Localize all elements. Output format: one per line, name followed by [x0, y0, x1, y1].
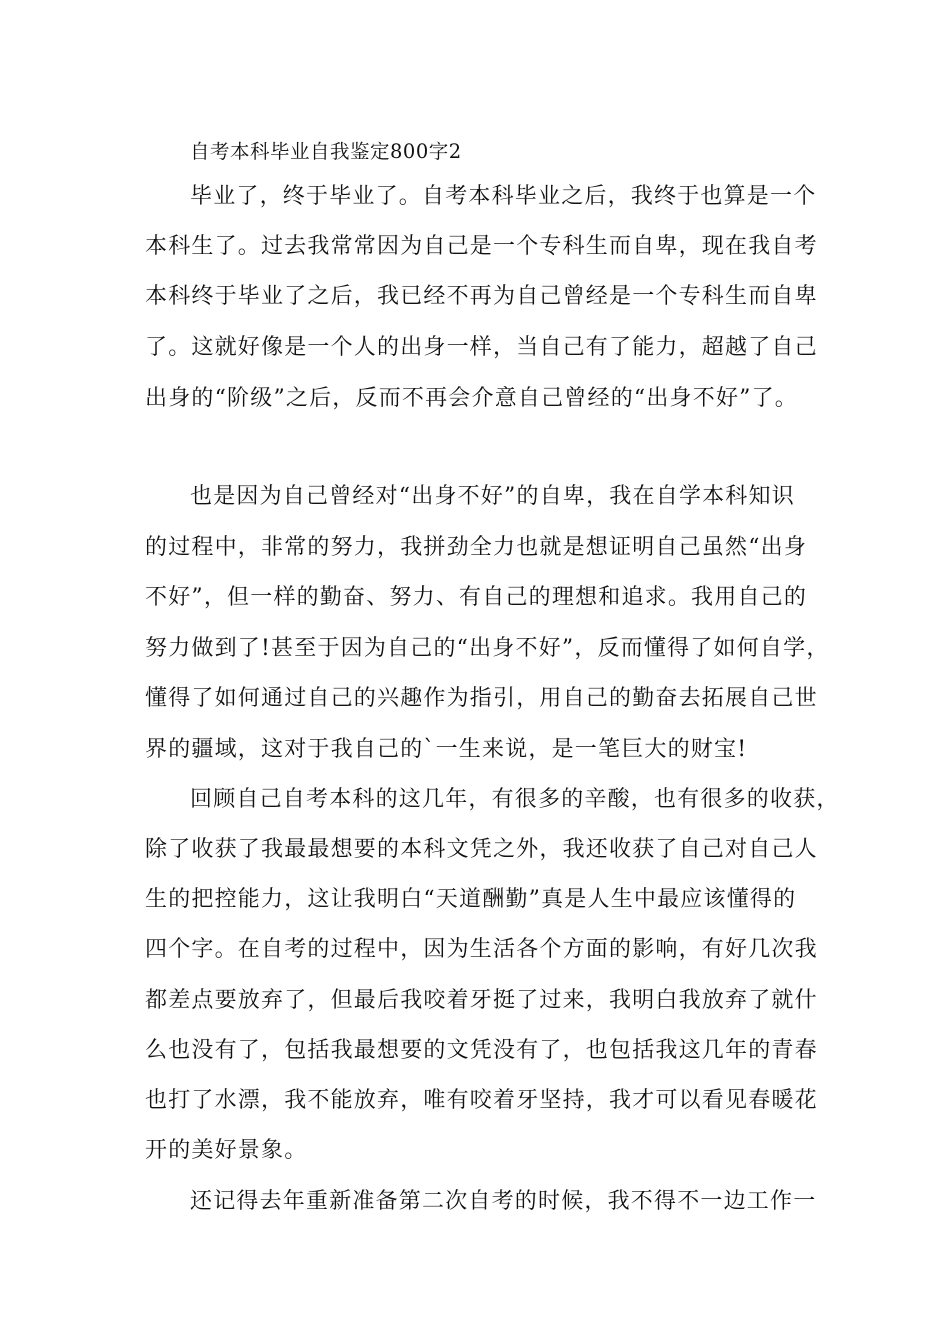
paragraph-line: 除了收获了我最最想要的本科文凭之外，我还收获了自己对自己人 — [145, 837, 818, 862]
paragraph-line: 四个字。在自考的过程中，因为生活各个方面的影响，有好几次我 — [145, 937, 818, 962]
paragraph-line: 么也没有了，包括我最想要的文凭没有了，也包括我这几年的青春 — [145, 1038, 818, 1063]
paragraph-line: 本科终于毕业了之后，我已经不再为自己曾经是一个专科生而自卑 — [145, 284, 818, 309]
paragraph-line: 懂得了如何通过自己的兴趣作为指引，用自己的勤奋去拓展自己世 — [145, 686, 818, 711]
paragraph-line: 不好”，但一样的勤奋、努力、有自己的理想和追求。我用自己的 — [145, 585, 808, 610]
paragraph-line: 出身的“阶级”之后，反而不再会介意自己曾经的“出身不好”了。 — [145, 386, 798, 411]
paragraph-line: 开的美好景象。 — [145, 1138, 308, 1163]
paragraph-line: 都差点要放弃了，但最后我咬着牙挺了过来，我明白我放弃了就什 — [145, 988, 818, 1013]
paragraph-line: 毕业了，终于毕业了。自考本科毕业之后，我终于也算是一个 — [190, 184, 817, 209]
paragraph-line: 了。这就好像是一个人的出身一样，当自己有了能力，超越了自己 — [145, 335, 818, 360]
paragraph-line: 还记得去年重新准备第二次自考的时候，我不得不一边工作一 — [190, 1189, 817, 1214]
paragraph-line: 本科生了。过去我常常因为自己是一个专科生而自卑，现在我自考 — [145, 234, 818, 259]
paragraph-line: 生的把控能力，这让我明白“天道酬勤”真是人生中最应该懂得的 — [145, 887, 797, 912]
paragraph-line: 的过程中，非常的努力，我拼劲全力也就是想证明自己虽然“出身 — [145, 535, 808, 560]
paragraph-line: 也是因为自己曾经对“出身不好”的自卑，我在自学本科知识 — [190, 484, 795, 509]
paragraph-line: 回顾自己自考本科的这几年，有很多的辛酸，也有很多的收获， — [190, 787, 840, 812]
document-title: 自考本科毕业自我鉴定800字2 — [190, 140, 462, 163]
paragraph-line: 也打了水漂，我不能放弃，唯有咬着牙坚持，我才可以看见春暖花 — [145, 1088, 818, 1113]
paragraph-line: 努力做到了!甚至于因为自己的“出身不好”，反而懂得了如何自学， — [145, 636, 830, 661]
paragraph-line: 界的疆域，这对于我自己的`一生来说，是一笔巨大的财宝! — [145, 737, 748, 762]
